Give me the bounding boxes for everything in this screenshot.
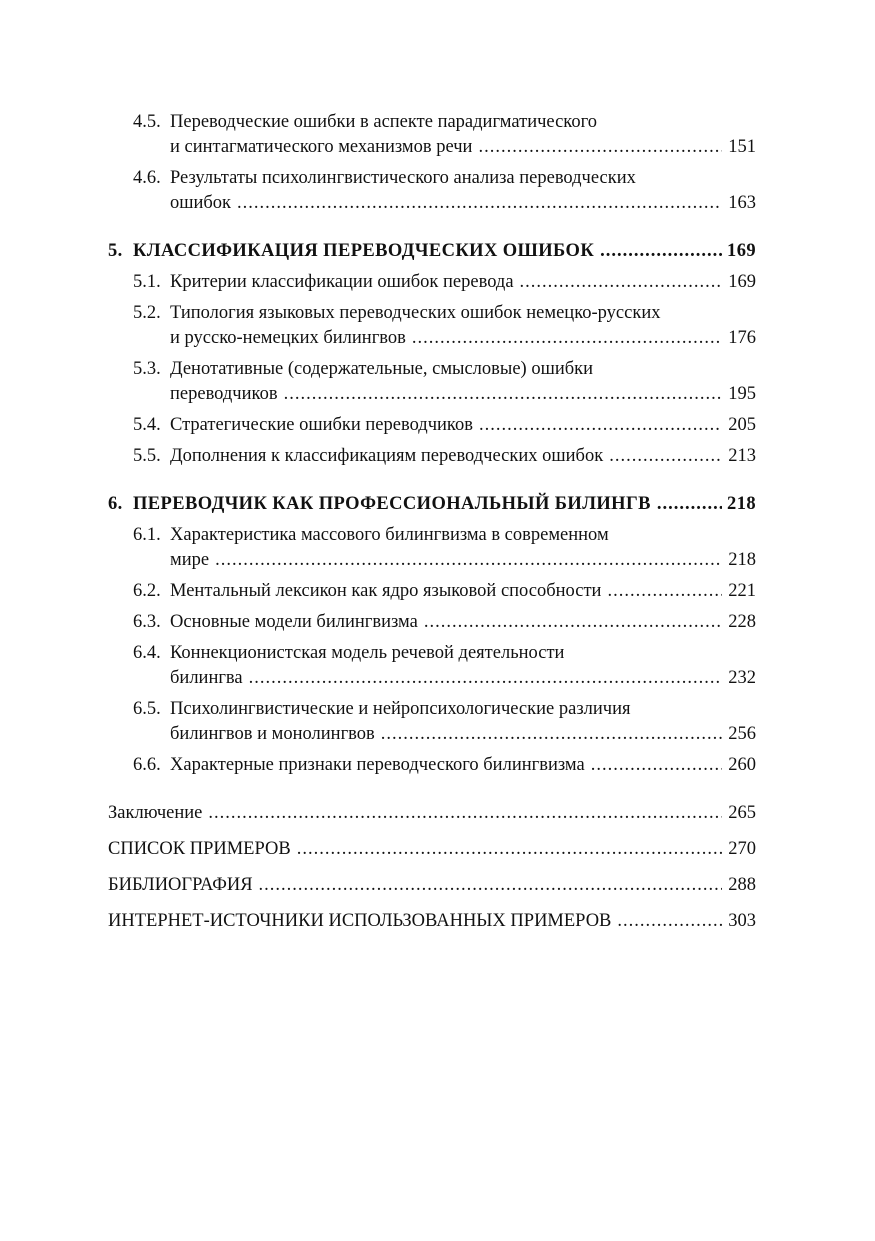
- toc-entry-6-3: [108, 610, 756, 635]
- dot-leader: [297, 837, 722, 862]
- entry-title: Денотативные (содержательные, смысловые) ошибки: [170, 359, 594, 379]
- dot-leader: [609, 444, 722, 469]
- entry-number: 6.3.: [133, 612, 161, 632]
- page-number: 270: [728, 839, 756, 859]
- entry-number: 5.5.: [133, 446, 161, 466]
- entry-title: Стратегические ошибки переводчиков: [170, 415, 473, 435]
- dot-leader: [284, 382, 722, 407]
- chapter-number: 6.: [108, 494, 123, 514]
- entry-number: 5.4.: [133, 415, 161, 435]
- dot-leader: [424, 610, 722, 635]
- page-number: 232: [728, 668, 756, 688]
- toc-entry-internet-sources: [108, 909, 756, 934]
- dot-leader: [412, 326, 722, 351]
- entry-title: Психолингвистические и нейропсихологические различия: [170, 699, 631, 719]
- entry-title-continued: и синтагматического механизмов речи: [170, 137, 473, 157]
- page-number: 288: [728, 875, 756, 895]
- page-number: 163: [728, 193, 756, 213]
- toc-entry-6-2: [108, 579, 756, 604]
- entry-number: 6.1.: [133, 525, 161, 545]
- dot-leader: [249, 666, 722, 691]
- chapter-title: ПЕРЕВОДЧИК КАК ПРОФЕССИОНАЛЬНЫЙ БИЛИНГВ: [133, 494, 651, 514]
- page-number: 151: [728, 137, 756, 157]
- toc-entry-6-5: [108, 697, 756, 747]
- entry-title: СПИСОК ПРИМЕРОВ: [108, 839, 291, 859]
- toc-entry-conclusion: [108, 801, 756, 826]
- page-number: 256: [728, 724, 756, 744]
- dot-leader: [237, 191, 722, 216]
- dot-leader: [259, 873, 722, 898]
- entry-title-continued: билингвов и монолингвов: [170, 724, 375, 744]
- entry-title-continued: билингва: [170, 668, 243, 688]
- entry-number: 6.6.: [133, 755, 161, 775]
- entry-title: Критерии классификации ошибок перевода: [170, 272, 514, 292]
- dot-leader: [381, 722, 722, 747]
- entry-title: Коннекционистская модель речевой деятельности: [170, 643, 565, 663]
- entry-title: Типология языковых переводческих ошибок немецко-русских: [170, 303, 661, 323]
- entry-title: Дополнения к классификациям переводческих ошибок: [170, 446, 604, 466]
- page-number: 218: [727, 494, 756, 514]
- dot-leader: [607, 579, 722, 604]
- dot-leader: [520, 270, 722, 295]
- entry-number: 5.2.: [133, 303, 161, 323]
- toc-entry-5-4: [108, 413, 756, 438]
- toc-entry-5-3: [108, 357, 756, 407]
- page-number: 228: [728, 612, 756, 632]
- toc-entry-5-5: [108, 444, 756, 469]
- dot-leader: [478, 135, 722, 160]
- entry-number: 6.4.: [133, 643, 161, 663]
- page-number: 260: [728, 755, 756, 775]
- page-number: 221: [728, 581, 756, 601]
- entry-title: Ментальный лексикон как ядро языковой способности: [170, 581, 602, 601]
- dot-leader: [600, 239, 722, 264]
- entry-title: Результаты психолингвистического анализа переводческих: [170, 168, 636, 188]
- toc-entry-6-4: [108, 641, 756, 691]
- entry-title: Характерные признаки переводческого билингвизма: [170, 755, 585, 775]
- entry-title: Переводческие ошибки в аспекте парадигматического: [170, 112, 597, 132]
- entry-number: 6.2.: [133, 581, 161, 601]
- dot-leader: [479, 413, 722, 438]
- dot-leader: [617, 909, 722, 934]
- entry-title-continued: мире: [170, 550, 210, 570]
- page-number: 169: [728, 272, 756, 292]
- page-number: 205: [728, 415, 756, 435]
- toc-chapter-5: [108, 239, 756, 264]
- dot-leader: [208, 801, 722, 826]
- toc-entry-5-2: [108, 301, 756, 351]
- entry-title-continued: переводчиков: [170, 384, 278, 404]
- page-number: 176: [728, 328, 756, 348]
- entry-title: БИБЛИОГРАФИЯ: [108, 875, 253, 895]
- table-of-contents: [108, 110, 756, 934]
- toc-entry-bibliography: [108, 873, 756, 898]
- entry-number: 6.5.: [133, 699, 161, 719]
- chapter-title: КЛАССИФИКАЦИЯ ПЕРЕВОДЧЕСКИХ ОШИБОК: [133, 241, 595, 261]
- dot-leader: [657, 492, 722, 517]
- entry-number: 4.5.: [133, 112, 161, 132]
- entry-title: Основные модели билингвизма: [170, 612, 418, 632]
- toc-entry-6-6: [108, 753, 756, 778]
- dot-leader: [591, 753, 722, 778]
- page-number: 213: [728, 446, 756, 466]
- page-number: 195: [728, 384, 756, 404]
- entry-title: Характеристика массового билингвизма в современном: [170, 525, 609, 545]
- toc-entry-4-5: [108, 110, 756, 160]
- entry-number: 5.1.: [133, 272, 161, 292]
- page-number: 169: [727, 241, 756, 261]
- page-number: 265: [728, 803, 756, 823]
- toc-entry-5-1: [108, 270, 756, 295]
- toc-chapter-6: [108, 492, 756, 517]
- toc-entry-4-6: [108, 166, 756, 216]
- entry-title: Заключение: [108, 803, 203, 823]
- chapter-number: 5.: [108, 241, 123, 261]
- dot-leader: [215, 548, 722, 573]
- entry-title-continued: ошибок: [170, 193, 232, 213]
- entry-title-continued: и русско-немецких билингвов: [170, 328, 406, 348]
- toc-entry-examples: [108, 837, 756, 862]
- entry-number: 4.6.: [133, 168, 161, 188]
- page-number: 303: [728, 911, 756, 931]
- page-number: 218: [728, 550, 756, 570]
- toc-entry-6-1: [108, 523, 756, 573]
- entry-title: ИНТЕРНЕТ-ИСТОЧНИКИ ИСПОЛЬЗОВАННЫХ ПРИМЕРОВ: [108, 911, 612, 931]
- entry-number: 5.3.: [133, 359, 161, 379]
